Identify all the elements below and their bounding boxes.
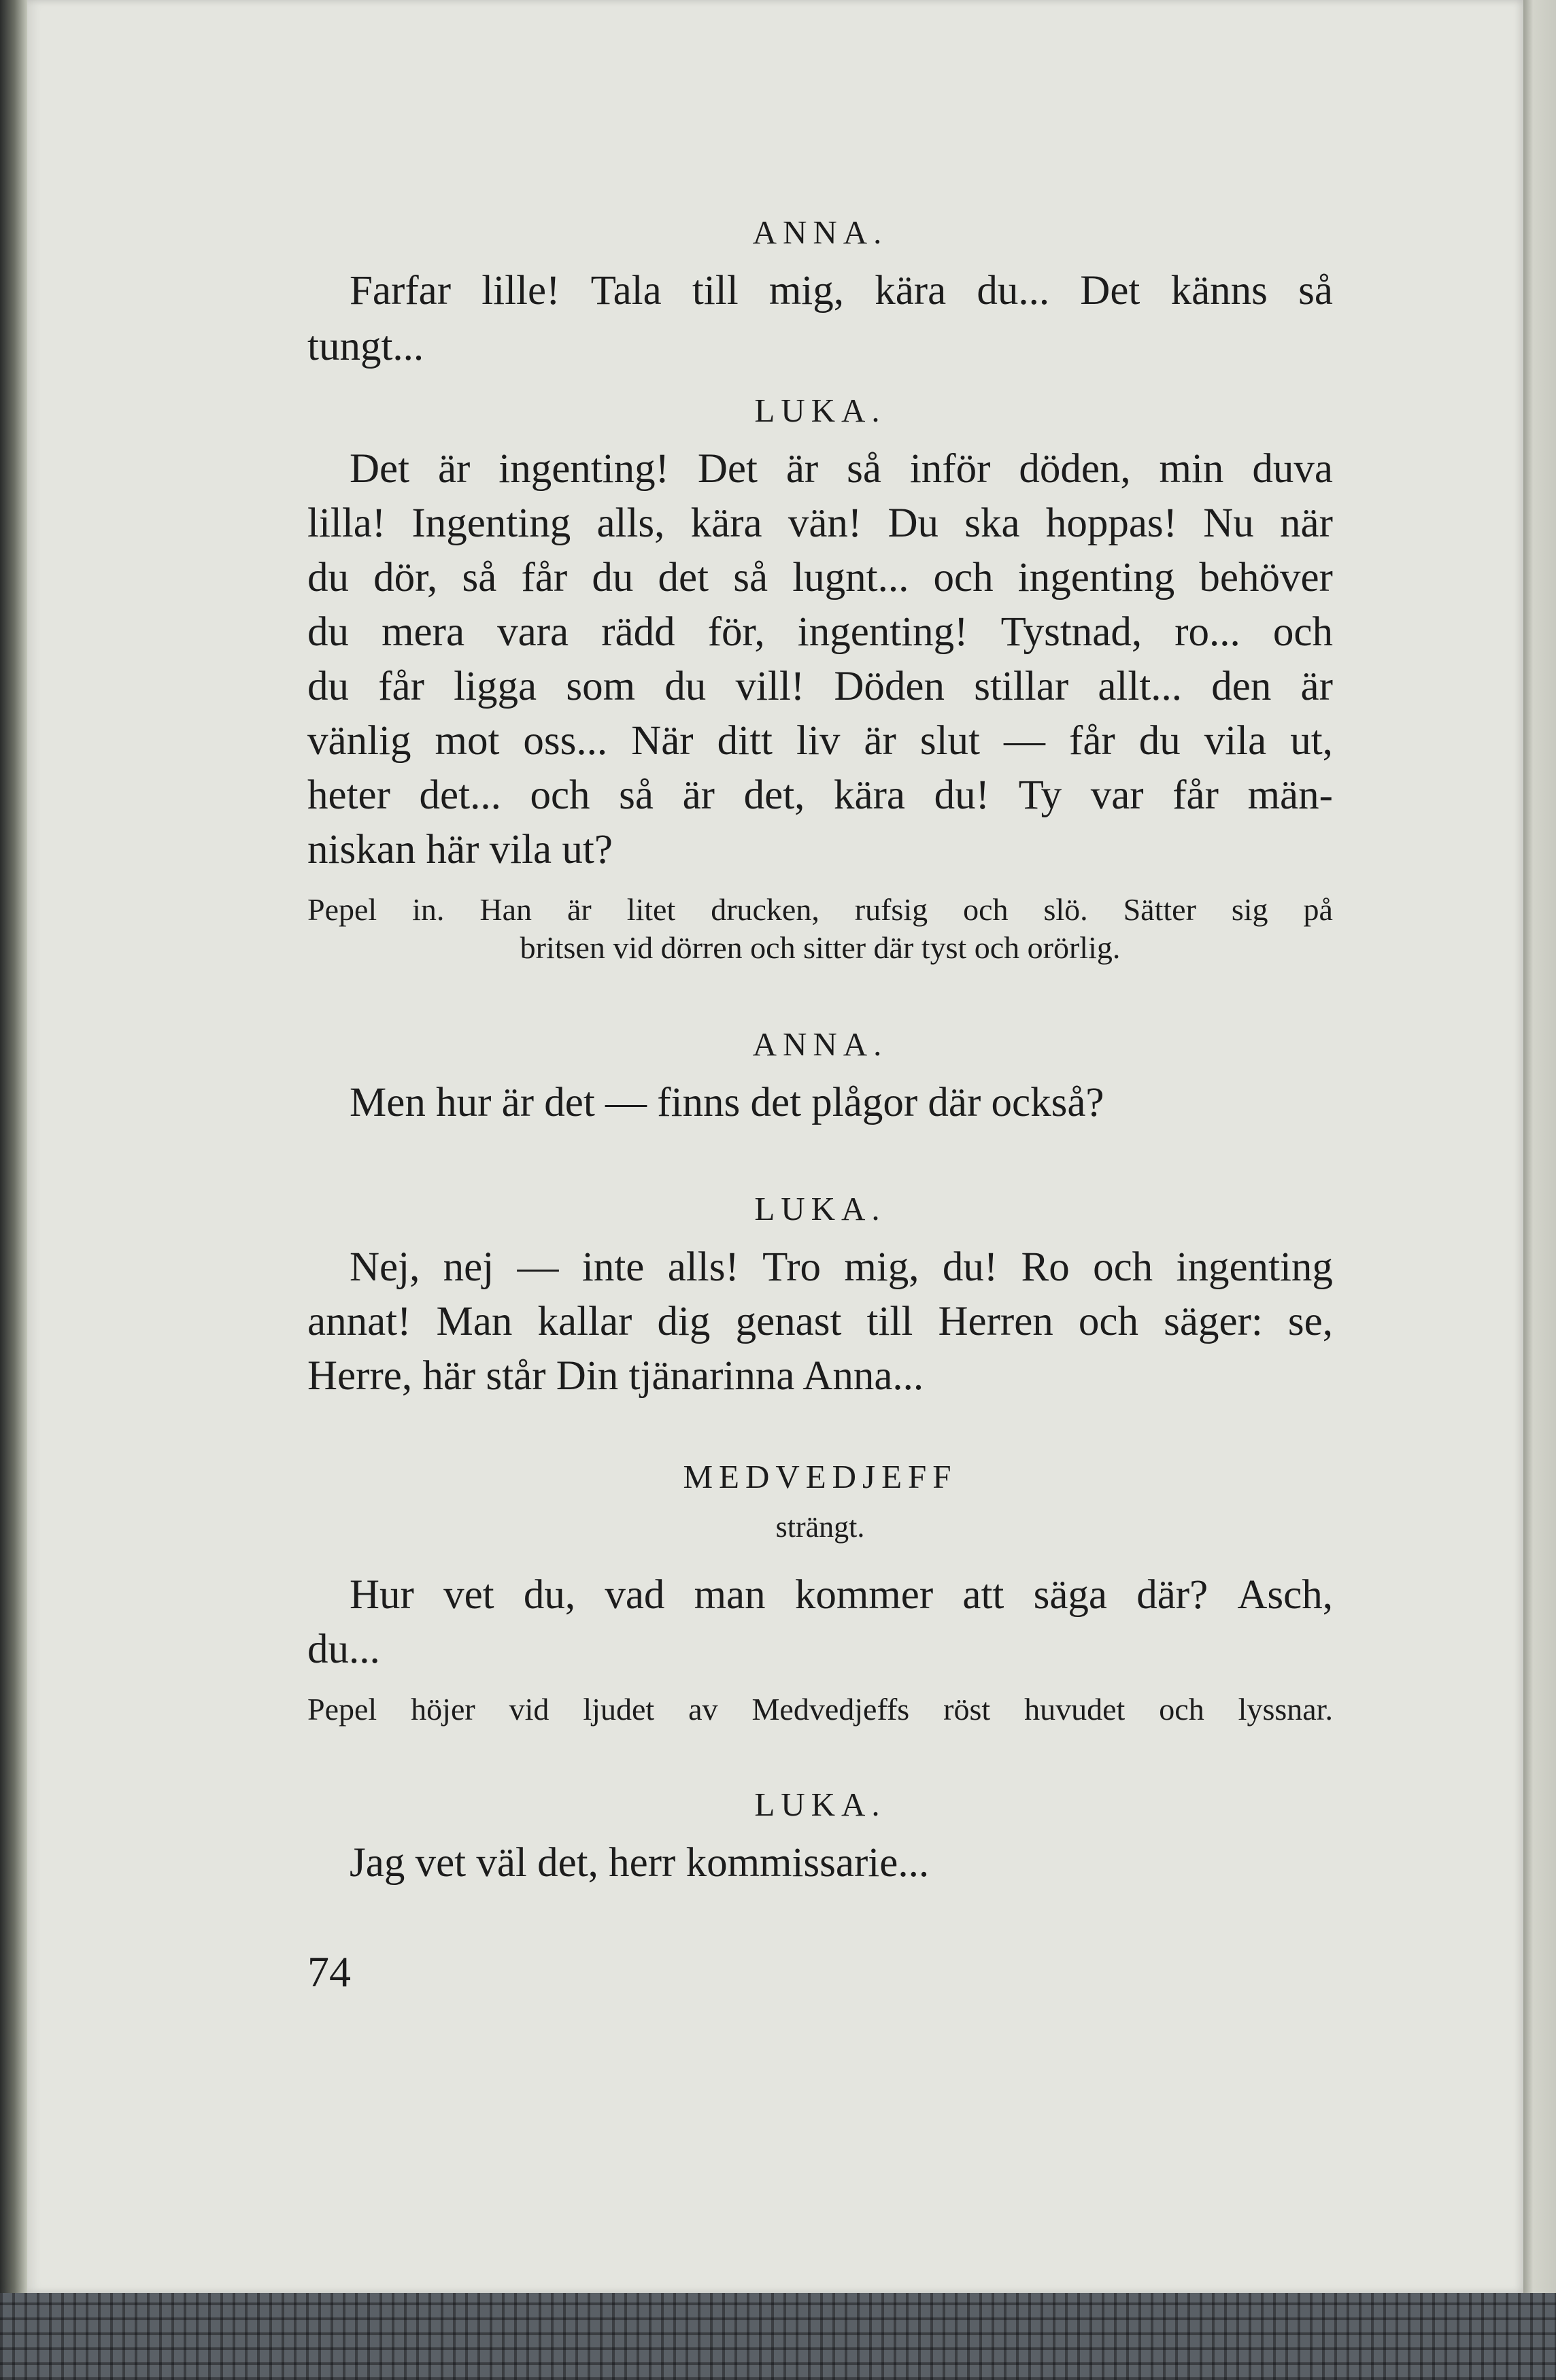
text-line: Herre, här står Din tjänarinna Anna... — [307, 1353, 924, 1399]
stage-direction: Pepel in. Han är litet drucken, rufsig och slö. Sätter sig på — [307, 892, 1333, 927]
text-line: heter det... och så är det, kära du! Ty var får män- — [307, 772, 1333, 818]
text-line: Men hur är det — finns det plågor där också? — [350, 1080, 1104, 1125]
text-line: niskan här vila ut? — [307, 827, 613, 872]
stage-direction: Pepel höjer vid ljudet av Medvedjeffs röst huvudet och lyssnar. — [307, 1692, 1333, 1727]
text-line: annat! Man kallar dig genast till Herren och säger: se, — [307, 1299, 1333, 1344]
text-line: du mera vara rädd för, ingenting! Tystnad, ro... och — [307, 609, 1333, 655]
stage-direction: britsen vid dörren och sitter där tyst och orörlig. — [520, 930, 1121, 965]
text-line: lilla! Ingenting alls, kära vän! Du ska hoppas! Nu när — [307, 500, 1333, 546]
speaker-anna: ANNA. — [752, 214, 888, 251]
text-line: Nej, nej — inte alls! Tro mig, du! Ro och ingenting — [350, 1244, 1333, 1290]
speaker-direction: strängt. — [775, 1510, 865, 1544]
text-line: Jag vet väl det, herr kommissarie... — [350, 1840, 930, 1886]
speaker-luka: LUKA. — [754, 1786, 886, 1823]
text-line: Det är ingenting! Det är så inför döden, min duva — [350, 446, 1333, 492]
background-cloth — [0, 2293, 1556, 2380]
text-line: vänlig mot oss... När ditt liv är slut — får du vila ut, — [307, 718, 1333, 764]
speaker-medvedjeff: MEDVEDJEFF — [683, 1458, 958, 1495]
text-line: du... — [307, 1627, 380, 1672]
speaker-luka: LUKA. — [754, 392, 886, 429]
speaker-luka: LUKA. — [754, 1190, 886, 1227]
speaker-anna: ANNA. — [752, 1025, 888, 1063]
page-number: 74 — [307, 1948, 351, 1996]
text-line: Hur vet du, vad man kommer att säga där? Asch, — [350, 1572, 1333, 1618]
text-line: tungt... — [307, 324, 424, 369]
text-line: du får ligga som du vill! Döden stillar allt... den är — [307, 664, 1333, 709]
text-line: du dör, så får du det så lugnt... och ingenting behöver — [307, 555, 1333, 600]
text-line: Farfar lille! Tala till mig, kära du... Det känns så — [350, 268, 1333, 313]
page-right-edge — [1523, 0, 1556, 2380]
